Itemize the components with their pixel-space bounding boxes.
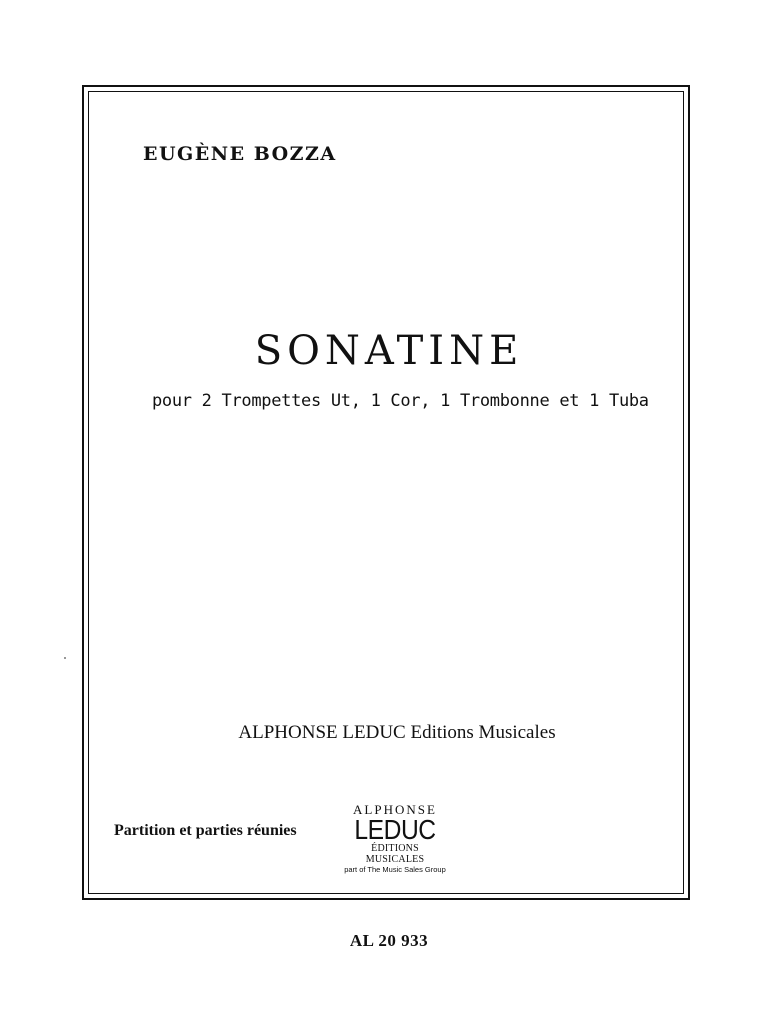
logo-line-editions: ÉDITIONS MUSICALES — [365, 843, 425, 865]
composer-name: EUGÈNE BOZZA — [143, 143, 337, 165]
paper-speck — [64, 657, 66, 659]
publisher-line: ALPHONSE LEDUC Editions Musicales — [238, 722, 556, 743]
edition-note: Partition et parties réunies — [114, 822, 297, 839]
logo-line-leduc: LEDUC — [354, 814, 436, 845]
instrumentation-subtitle: pour 2 Trompettes Ut, 1 Cor, 1 Trombonne et 1 Tuba — [152, 391, 649, 411]
work-title: SONATINE — [254, 328, 524, 374]
cover-frame-inner — [88, 91, 684, 894]
logo-line-group: part of The Music Sales Group — [344, 865, 446, 874]
logo-line-alphonse: ALPHONSE — [353, 802, 437, 817]
catalog-number: AL 20 933 — [349, 931, 429, 950]
publisher-logo — [342, 803, 448, 874]
